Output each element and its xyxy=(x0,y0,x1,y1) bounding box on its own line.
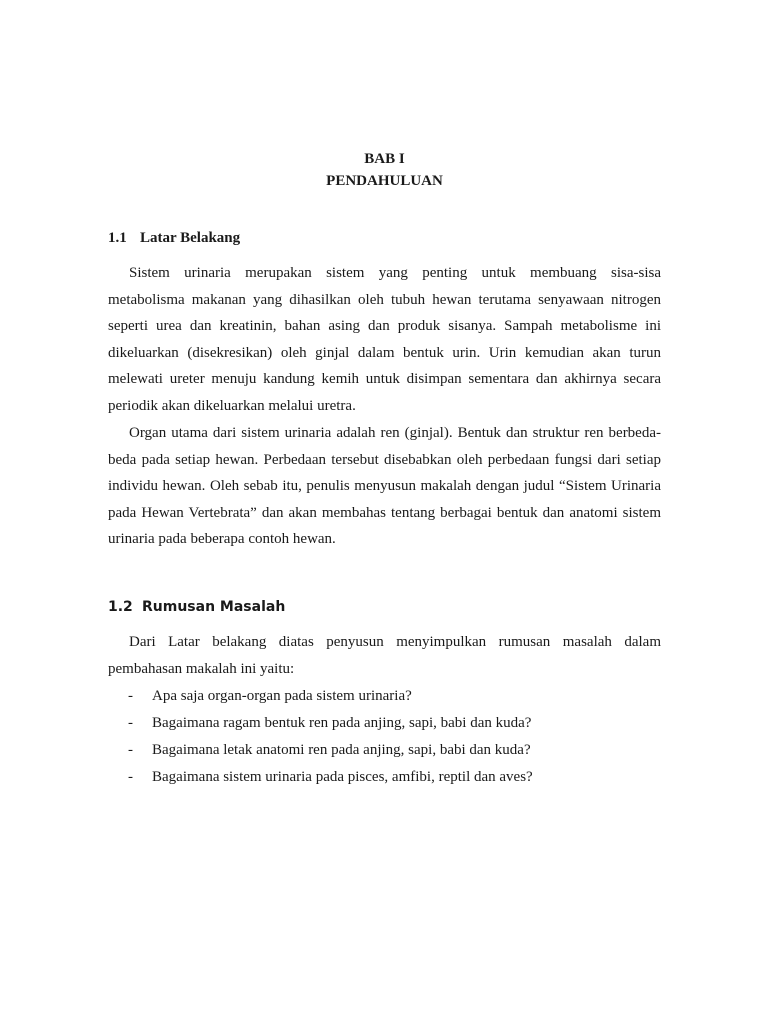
section-title: Latar Belakang xyxy=(140,230,241,246)
bullet-dash: - xyxy=(128,715,133,731)
bullet-dash: - xyxy=(128,769,133,785)
paragraph-line: Sistem urinaria merupakan sistem yang penting untuk membuang sisa-sisa xyxy=(129,265,661,281)
list-item-text: Bagaimana ragam bentuk ren pada anjing, sapi, babi dan kuda? xyxy=(152,715,532,731)
paragraph-latar-belakang-2 xyxy=(108,420,661,553)
paragraph-latar-belakang-1 xyxy=(108,260,661,420)
paragraph-line: individu hewan. Oleh sebab itu, penulis menyusun makalah dengan judul “Sistem Urinaria xyxy=(108,478,661,495)
paragraph-line: periodik akan dikeluarkan melalui uretra. xyxy=(108,397,356,414)
bullet-dash: - xyxy=(128,688,133,704)
chapter-heading xyxy=(108,148,661,192)
section-number: 1.2 xyxy=(108,599,133,615)
paragraph-line: metabolisma makanan yang dihasilkan oleh tubuh hewan terutama senyawaan nitrogen xyxy=(108,291,661,308)
paragraph-line: Dari Latar belakang diatas penyusun menyimpulkan rumusan masalah dalam xyxy=(129,634,661,650)
paragraph-line: melewati ureter menuju kandung kemih untuk disimpan sementara dan akhirnya secara xyxy=(108,371,661,388)
paragraph-line: pembahasan makalah ini yaitu: xyxy=(108,660,295,677)
list-item-text: Apa saja organ-organ pada sistem urinaria? xyxy=(152,688,412,704)
paragraph-line: seperti urea dan kreatinin, bahan asing dan produk sisanya. Sampah metabolisme ini xyxy=(108,318,661,335)
section-title: Rumusan Masalah xyxy=(142,599,286,615)
paragraph-line: Organ utama dari sistem urinaria adalah ren (ginjal). Bentuk dan struktur ren berbeda- xyxy=(129,425,661,441)
list-item xyxy=(128,683,533,710)
problem-list xyxy=(128,683,533,791)
section-heading-rumusan-masalah xyxy=(108,597,285,617)
paragraph-line: pada Hewan Vertebrata” dan akan membahas tentang berbagai bentuk dan anatomi sistem xyxy=(108,504,661,521)
list-item-text: Bagaimana sistem urinaria pada pisces, amfibi, reptil dan aves? xyxy=(152,769,533,785)
bullet-dash: - xyxy=(128,742,133,758)
paragraph-line: beda pada setiap hewan. Perbedaan tersebut disebabkan oleh perbedaan fungsi dari setiap xyxy=(108,451,661,468)
section-number: 1.1 xyxy=(108,230,127,246)
paragraph-line: urinaria pada beberapa contoh hewan. xyxy=(108,531,336,548)
paragraph-line: dikeluarkan (disekresikan) oleh ginjal dalam bentuk urin. Urin kemudian akan turun xyxy=(108,344,661,361)
list-item xyxy=(128,710,533,737)
chapter-title: PENDAHULUAN xyxy=(326,173,443,189)
paragraph-rumusan-masalah xyxy=(108,629,661,682)
list-item xyxy=(128,764,533,791)
list-item xyxy=(128,737,533,764)
section-heading-latar-belakang xyxy=(108,228,240,248)
list-item-text: Bagaimana letak anatomi ren pada anjing, sapi, babi dan kuda? xyxy=(152,742,531,758)
document-page xyxy=(108,0,661,1024)
chapter-number: BAB I xyxy=(364,151,405,167)
